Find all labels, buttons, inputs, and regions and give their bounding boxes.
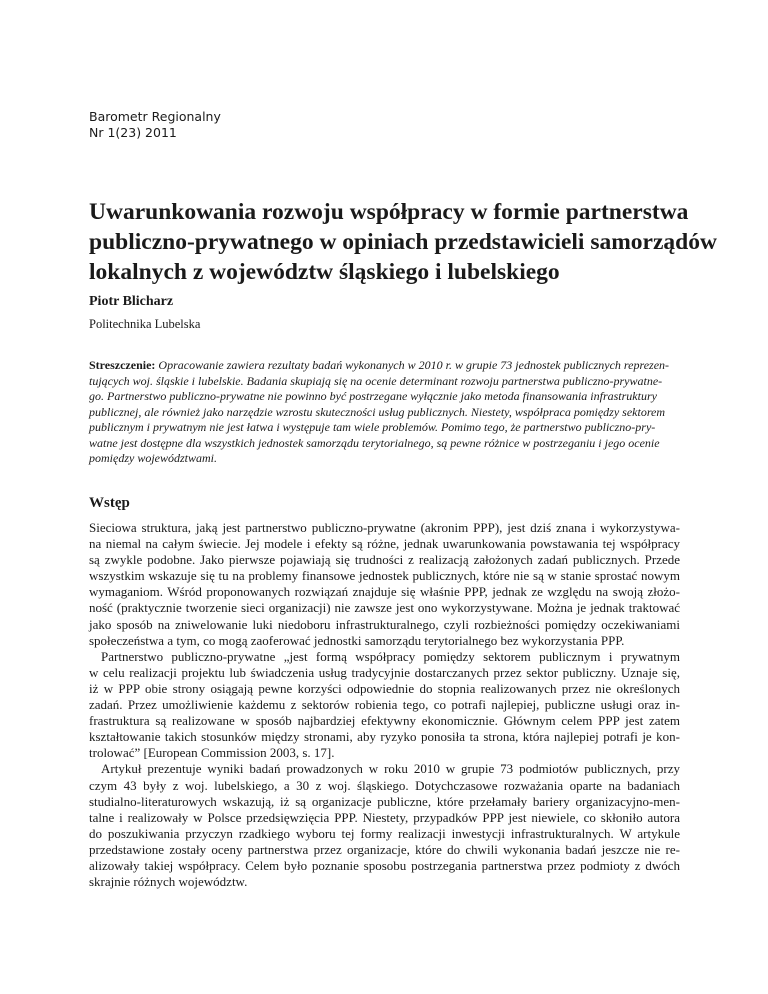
body-line: Sieciowa struktura, jaką jest partnerstwo publiczno-prywatne (akronim PPP), jest dziś znana i wykorzystywa- (89, 520, 680, 535)
body-line: na niemal na całym świecie. Jej modele i efekty są różne, jednak uwarunkowania powstawania tej współpracy (89, 536, 680, 552)
abstract-line: publicznym i prywatnym nie jest łatwa i występuje tam wiele problemów. Pomimo tego, że partnerstwo publiczno-pry- (89, 420, 656, 434)
journal-name: Barometr Regionalny (89, 109, 221, 124)
body-line: wymaganiom. Wśród proponowanych rozwiązań znajduje się właśnie PPP, jednak ze względu na swoją złożo- (89, 584, 680, 600)
body-line: ność (praktycznie tworzenie sieci organizacji) nie zawsze jest ono wykorzystywane. Można je jednak traktować (89, 600, 680, 616)
body-line: są zwykle podobne. Jako pierwsze pojawiają się trudności z realizacją założonych zadań publicznych. Przede (89, 552, 680, 568)
body-line: iż w PPP obie strony osiągają pewne korzyści odpowiednie do stopnia realizowanych przez nie określonych (89, 680, 680, 696)
author-name: Piotr Blicharz (89, 294, 174, 309)
body-line: przedstawione zostały oceny partnerstwa przez organizacje, które do chwili wykonania badań jeszcze nie re- (89, 841, 680, 857)
abstract-line (89, 358, 679, 374)
body-line: wszystkim wskazuje się tu na problemy finansowe jednostek publicznych, które nie są w stanie sprostać nowym (89, 568, 680, 584)
title-line: publiczno-prywatnego w opiniach przedstawicieli samorządów (89, 229, 717, 255)
title-line: Uwarunkowania rozwoju współpracy w formie partnerstwa (89, 199, 689, 225)
title-line: lokalnych z województw śląskiego i lubelskiego (89, 259, 560, 285)
body-line: talne i realizowały w Polsce przedsięwzięcia PPP. Niestety, przypadków PPP jest niewiele, co skłoniło autora (89, 809, 680, 825)
article-title (89, 197, 717, 287)
body-line: studialno-literaturowych wskazują, iż są organizacje publiczne, które przełamały bariery organizacyjno-men- (89, 793, 680, 809)
section-heading: Wstęp (89, 495, 130, 511)
body-line: skrajnie różnych województw. (89, 874, 248, 890)
body-line: jako sposób na zniwelowanie luki niedoboru infrastrukturalnego, czyli rozbieżności pomiędzy oczekiwaniami (89, 616, 680, 632)
body-line: w celu realizacji projektu lub świadczenia usług tradycyjnie dostarczanych przez sektor publiczny. Uznaje się, (89, 664, 680, 680)
abstract (89, 358, 679, 467)
body-line: kształtowanie takich stosunków między stronami, aby ryzyko ponosiła ta strona, która najlepiej potrafi je kon- (89, 729, 680, 745)
abstract-label: Streszczenie: (89, 358, 156, 372)
abstract-line: publicznej, ale również jako narzędzie wzrostu skuteczności usług publicznych. Niestety, współpraca pomiędzy sektorem (89, 404, 666, 419)
abstract-text: Opracowanie zawiera rezultaty badań wykonanych w 2010 r. w grupie 73 jednostek publicznych reprezen- (158, 358, 670, 372)
abstract-line: go. Partnerstwo publiczno-prywatne nie powinno być postrzegane wyłącznie jako metoda finansowania infrastruktury (89, 389, 657, 403)
body-line: do poszukiwania przyczyn rzadkiego wyboru tej formy realizacji inwestycji infrastrukturalnych. W artykule (89, 825, 680, 841)
body-line: zadań. Przez umożliwienie każdemu z sektorów robienia tego, co potrafi najlepiej, publiczne usługi oraz in- (89, 697, 680, 713)
body-line: czym 43 były z woj. lubelskiego, a 30 z woj. śląskiego. Dotychczasowe rozważania oparte na badaniach (89, 777, 680, 793)
body-line: społeczeństwa a tym, co mogą zaoferować jednostki samorządu terytorialnego bez wykorzystania PPP. (89, 632, 625, 648)
journal-issue: Nr 1(23) 2011 (89, 125, 177, 140)
body-line: alizowały takiej współpracy. Celem było poznanie sposobu postrzegania partnerstwa przez podmioty z dwóch (89, 857, 680, 873)
abstract-line: tujących woj. śląskie i lubelskie. Badania skupiają się na ocenie determinant rozwoju partnerstwa publiczno-prywatne- (89, 373, 663, 388)
body-line: trolować” [European Commission 2003, s. 17]. (89, 745, 335, 761)
abstract-line: pomiędzy województwami. (89, 451, 217, 465)
abstract-line: watne jest dostępne dla wszystkich jednostek samorządu terytorialnego, są pewne różnice w postrzeganiu i jego ocenie (89, 435, 660, 450)
body-line: frastruktura są realizowane w sposób najbardziej efektywny ekonomicznie. Głównym celem PPP jest zatem (89, 713, 680, 729)
journal-header (89, 109, 221, 141)
body-line: Artykuł prezentuje wyniki badań prowadzonych w roku 2010 w grupie 73 podmiotów publicznych, przy (101, 761, 680, 777)
author-affiliation: Politechnika Lubelska (89, 317, 201, 331)
body-text (89, 520, 680, 890)
body-line: Partnerstwo publiczno-prywatne „jest formą współpracy pomiędzy sektorem publicznym i prywatnym (101, 648, 680, 664)
